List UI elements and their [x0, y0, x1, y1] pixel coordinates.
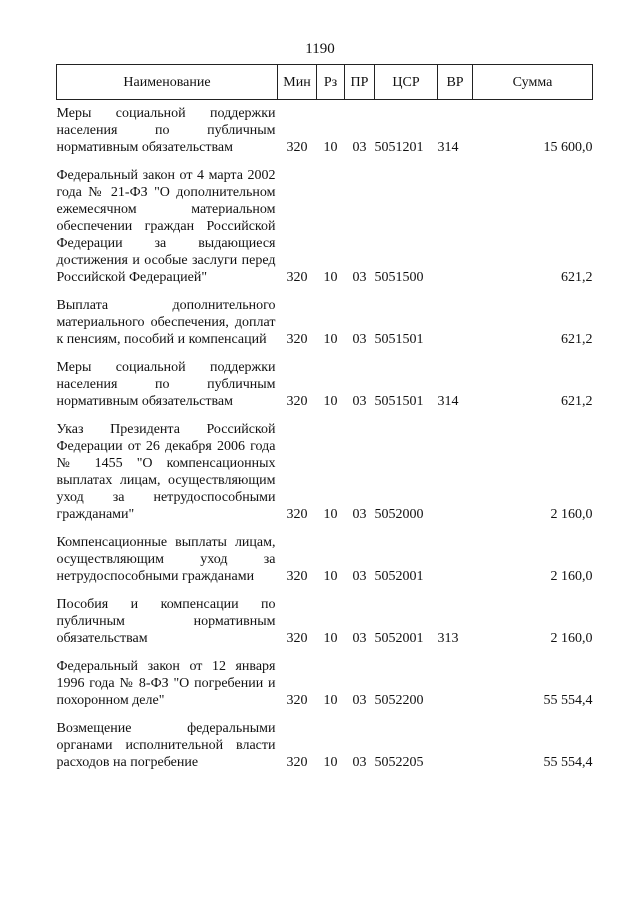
row-sum: 2 160,0 [550, 507, 593, 522]
row-sum: 621,2 [561, 394, 593, 409]
row-vr [438, 416, 473, 529]
row-csr: 5052001 [374, 631, 424, 646]
table-row [57, 292, 593, 354]
row-rz: 10 [323, 140, 338, 155]
header-row [57, 65, 593, 100]
row-min: 320 [286, 394, 308, 409]
row-csr: 5051500 [374, 270, 424, 285]
row-pr: 03 [352, 693, 367, 708]
row-name: Указ Президента Российской Федерации от 26 декабря 2006 года № 1455 "О компенсационных выплатах лицам, осуществляющим уход за нетрудоспособными гражданами" [56, 422, 276, 522]
row-name: Меры социальной поддержки населения по публичным нормативным обязательствам [56, 106, 276, 155]
row-vr: 314 [437, 140, 459, 155]
row-name: Федеральный закон от 12 января 1996 года № 8-ФЗ "О погребении и похоронном деле" [56, 659, 276, 708]
row-sum: 15 600,0 [543, 140, 593, 155]
table-row [57, 100, 593, 163]
header-pr: ПР [345, 65, 375, 100]
row-pr: 03 [352, 631, 367, 646]
row-name: Меры социальной поддержки населения по публичным нормативным обязательствам [56, 360, 276, 409]
header-vr: ВР [438, 65, 473, 100]
row-pr: 03 [352, 332, 367, 347]
row-rz: 10 [323, 569, 338, 584]
row-vr [438, 653, 473, 715]
header-name: Наименование [57, 65, 278, 100]
row-pr: 03 [352, 569, 367, 584]
row-pr: 03 [352, 394, 367, 409]
table-row [57, 591, 593, 653]
row-csr: 5052200 [374, 693, 424, 708]
row-pr: 03 [352, 270, 367, 285]
page-number: 1190 [305, 41, 335, 57]
header-csr: ЦСР [375, 65, 438, 100]
row-min: 320 [286, 332, 308, 347]
table-row [57, 715, 593, 777]
budget-table [56, 64, 593, 777]
row-rz: 10 [323, 755, 338, 770]
row-min: 320 [286, 755, 308, 770]
table-header [57, 65, 593, 100]
row-min: 320 [286, 270, 308, 285]
row-csr: 5051501 [374, 332, 424, 347]
row-csr: 5052000 [374, 507, 424, 522]
row-name: Выплата дополнительного материального обеспечения, доплат к пенсиям, пособий и компенсаций [56, 298, 276, 347]
row-sum: 55 554,4 [543, 693, 593, 708]
table-row [57, 354, 593, 416]
row-sum: 2 160,0 [550, 631, 593, 646]
header-min: Мин [278, 65, 317, 100]
row-vr [438, 162, 473, 292]
row-pr: 03 [352, 140, 367, 155]
row-pr: 03 [352, 755, 367, 770]
table-row [57, 653, 593, 715]
row-rz: 10 [323, 631, 338, 646]
row-min: 320 [286, 693, 308, 708]
row-vr [438, 292, 473, 354]
row-rz: 10 [323, 693, 338, 708]
row-min: 320 [286, 569, 308, 584]
row-csr: 5051501 [374, 394, 424, 409]
row-pr: 03 [352, 507, 367, 522]
row-name: Возмещение федеральными органами исполнительной власти расходов на погребение [56, 721, 276, 770]
row-csr: 5052001 [374, 569, 424, 584]
table-body [57, 100, 593, 778]
row-vr: 314 [437, 394, 459, 409]
row-sum: 621,2 [561, 270, 593, 285]
row-min: 320 [286, 140, 308, 155]
table-row [57, 529, 593, 591]
header-sum: Сумма [473, 65, 593, 100]
row-sum: 621,2 [561, 332, 593, 347]
row-min: 320 [286, 631, 308, 646]
row-csr: 5052205 [374, 755, 424, 770]
row-rz: 10 [323, 394, 338, 409]
row-name: Компенсационные выплаты лицам, осуществляющим уход за нетрудоспособными гражданами [56, 535, 276, 584]
row-rz: 10 [323, 270, 338, 285]
row-vr [438, 529, 473, 591]
row-name: Федеральный закон от 4 марта 2002 года № 21-ФЗ "О дополнительном ежемесячном материальном обеспечении граждан Российской Федерации за выдающиеся достижения и особые заслуги перед Российской Федерацией" [56, 168, 276, 285]
row-min: 320 [286, 507, 308, 522]
row-sum: 55 554,4 [543, 755, 593, 770]
row-csr: 5051201 [374, 140, 424, 155]
row-sum: 2 160,0 [550, 569, 593, 584]
header-rz: Рз [317, 65, 345, 100]
row-name: Пособия и компенсации по публичным нормативным обязательствам [56, 597, 276, 646]
table-row [57, 416, 593, 529]
row-vr [438, 715, 473, 777]
table-row [57, 162, 593, 292]
row-rz: 10 [323, 507, 338, 522]
row-vr: 313 [437, 631, 459, 646]
row-rz: 10 [323, 332, 338, 347]
